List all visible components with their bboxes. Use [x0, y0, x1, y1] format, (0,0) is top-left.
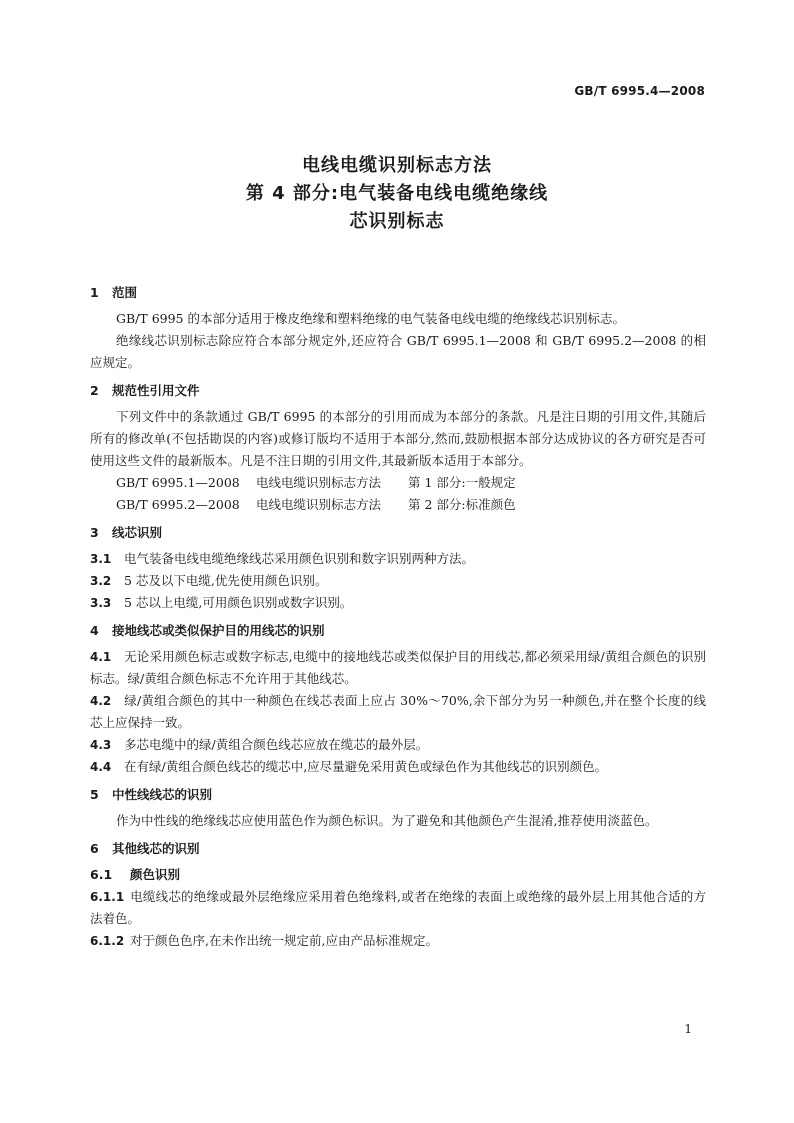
reference-entry	[90, 472, 706, 494]
clause-text: 对于颜色色序,在未作出统一规定前,应由产品标准规定。	[130, 933, 438, 948]
clause-number: 3.1	[90, 552, 112, 566]
clause-number: 4.3	[90, 738, 112, 752]
reference-code: GB/T 6995.2—2008	[116, 497, 240, 512]
clause-number: 6.1.1	[90, 890, 125, 904]
reference-code: GB/T 6995.1—2008	[116, 475, 240, 490]
clause-text: 电气装备电线电缆绝缘线芯采用颜色识别和数字识别两种方法。	[124, 551, 475, 566]
section-5-heading	[90, 784, 706, 806]
clause	[90, 646, 706, 690]
subsection-6-1-heading	[90, 864, 706, 886]
clause	[90, 570, 706, 592]
title-line-1: 电线电缆识别标志方法	[302, 155, 492, 176]
section-6-heading	[90, 838, 706, 860]
paragraph: 绝缘线芯识别标志除应符合本部分规定外,还应符合 GB/T 6995.1—2008 和 GB/T 6995.2—2008 的相应规定。	[90, 333, 706, 370]
section-number: 2	[90, 383, 99, 398]
clause-number: 6.1.2	[90, 934, 125, 948]
section-3-heading	[90, 522, 706, 544]
standard-code: GB/T 6995.4—2008	[574, 84, 705, 98]
document-title	[0, 152, 794, 236]
section-title: 其他线芯的识别	[112, 841, 200, 856]
clause	[90, 756, 706, 778]
section-number: 4	[90, 623, 99, 638]
subsection-title: 颜色识别	[130, 867, 181, 882]
clause-number: 3.3	[90, 596, 112, 610]
clause	[90, 548, 706, 570]
clause-text: 5 芯及以下电缆,优先使用颜色识别。	[124, 573, 328, 588]
clause-number: 4.1	[90, 650, 112, 664]
clause-number: 3.2	[90, 574, 112, 588]
reference-part: 第 1 部分:一般规定	[408, 475, 516, 490]
clause	[90, 690, 706, 734]
clause-text: 5 芯以上电缆,可用颜色识别或数字识别。	[124, 595, 353, 610]
clause	[90, 592, 706, 614]
paragraph: 作为中性线的绝缘线芯应使用蓝色作为颜色标识。为了避免和其他颜色产生混淆,推荐使用淡蓝色。	[116, 813, 658, 828]
section-number: 1	[90, 285, 99, 300]
subsection-number: 6.1	[90, 867, 113, 882]
reference-name: 电线电缆识别标志方法	[256, 475, 382, 490]
clause	[90, 734, 706, 756]
page-number: 1	[684, 1022, 692, 1036]
title-line-2: 第 4 部分:电气装备电线电缆绝缘线	[245, 183, 549, 204]
section-title: 规范性引用文件	[112, 383, 200, 398]
clause-text: 在有绿/黄组合颜色线芯的缆芯中,应尽量避免采用黄色或绿色作为其他线芯的识别颜色。	[124, 759, 608, 774]
section-2-heading	[90, 380, 706, 402]
clause-text: 绿/黄组合颜色的其中一种颜色在线芯表面上应占 30%～70%,余下部分为另一种颜色,并在整个长度的线芯上应保持一致。	[90, 693, 706, 730]
reference-part: 第 2 部分:标准颜色	[408, 497, 516, 512]
clause-text: 多芯电缆中的绿/黄组合颜色线芯应放在缆芯的最外层。	[124, 737, 429, 752]
clause-number: 4.4	[90, 760, 112, 774]
clause	[90, 886, 706, 930]
paragraph: GB/T 6995 的本部分适用于橡皮绝缘和塑料绝缘的电气装备电线电缆的绝缘线芯识别标志。	[116, 311, 625, 326]
section-1-heading	[90, 282, 706, 304]
reference-entry	[90, 494, 706, 516]
section-title: 中性线线芯的识别	[112, 787, 213, 802]
section-number: 3	[90, 525, 99, 540]
title-line-3: 芯识别标志	[349, 211, 445, 232]
section-4-heading	[90, 620, 706, 642]
section-title: 线芯识别	[112, 525, 163, 540]
clause-number: 4.2	[90, 694, 112, 708]
clause	[90, 930, 706, 952]
clause-text: 电缆线芯的绝缘或最外层绝缘应采用着色绝缘料,或者在绝缘的表面上或绝缘的最外层上用其他合适的方法着色。	[90, 889, 706, 926]
section-number: 6	[90, 841, 99, 856]
clause-text: 无论采用颜色标志或数字标志,电缆中的接地线芯或类似保护目的用线芯,都必须采用绿/黄组合颜色的识别标志。绿/黄组合颜色标志不允许用于其他线芯。	[90, 649, 706, 686]
section-title: 范围	[112, 285, 138, 300]
section-number: 5	[90, 787, 99, 802]
section-title: 接地线芯或类似保护目的用线芯的识别	[112, 623, 325, 638]
document-body	[90, 276, 706, 952]
reference-name: 电线电缆识别标志方法	[256, 497, 382, 512]
paragraph: 下列文件中的条款通过 GB/T 6995 的本部分的引用而成为本部分的条款。凡是注日期的引用文件,其随后所有的修改单(不包括勘误的内容)或修订版均不适用于本部分,然而,鼓励根据本部分达成协议的各方研究是否可使用这些文件的最新版本。凡是不注日期的引用文件,其最新版本适用于本部分。	[90, 409, 706, 468]
